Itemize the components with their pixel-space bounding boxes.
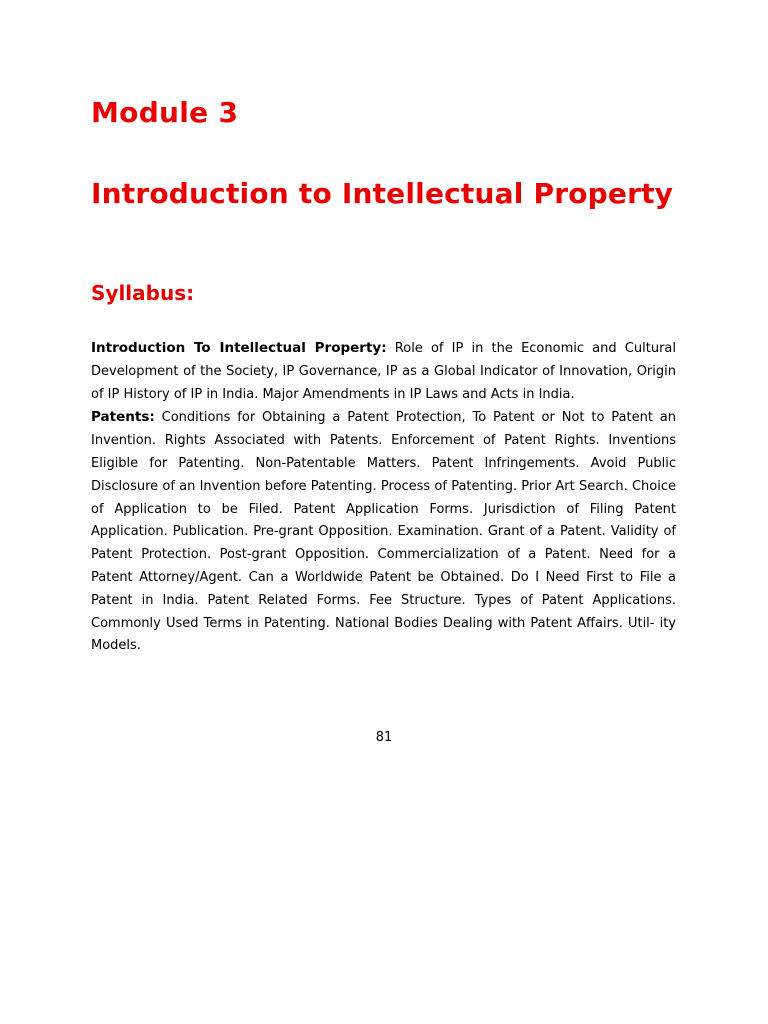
module-title: Module 3 xyxy=(91,96,239,129)
syllabus-body xyxy=(91,337,676,658)
paragraph-text: Role of IP in the Economic and Cultural Development of the Society, IP Governance, IP as a Global Indicator of Innovation, Origin of IP History of IP in India. Major Amendments in IP Laws and Acts in India. xyxy=(91,341,676,402)
chapter-title: Introduction to Intellectual Property xyxy=(91,177,674,210)
paragraph-lead: Introduction To Intellectual Property: xyxy=(91,340,387,356)
paragraph-text: Conditions for Obtaining a Patent Protection, To Patent or Not to Patent an Invention. Rights Associated with Patents. Enforcement of Patent Rights. Inventions Eligible for Patenting. Non-Patentable Matters. Patent Infringements. Avoid Public Disclosure of an Invention before Patenting. Process of Patenting. Prior Art Search. Choice of Application to be Filed. Patent Application Forms. Jurisdiction of Filing Patent Application. Publication. Pre-grant Opposition. Examination. Grant of a Patent. Validity of Patent Protection. Post-grant Opposition. Commercialization of a Patent. Need for a Patent Attorney/Agent. Can a Worldwide Patent be Obtained. Do I Need First to File a Patent in India. Patent Related Forms. Fee Structure. Types of Patent Applications. Commonly Used Terms in Patenting. National Bodies Dealing with Patent Affairs. Util- ity Models. xyxy=(91,410,676,654)
syllabus-paragraph-intro xyxy=(91,337,676,406)
syllabus-paragraph-patents xyxy=(91,406,676,658)
page-number: 81 xyxy=(375,730,393,745)
paragraph-lead: Patents: xyxy=(91,409,155,426)
syllabus-heading: Syllabus: xyxy=(91,281,195,305)
